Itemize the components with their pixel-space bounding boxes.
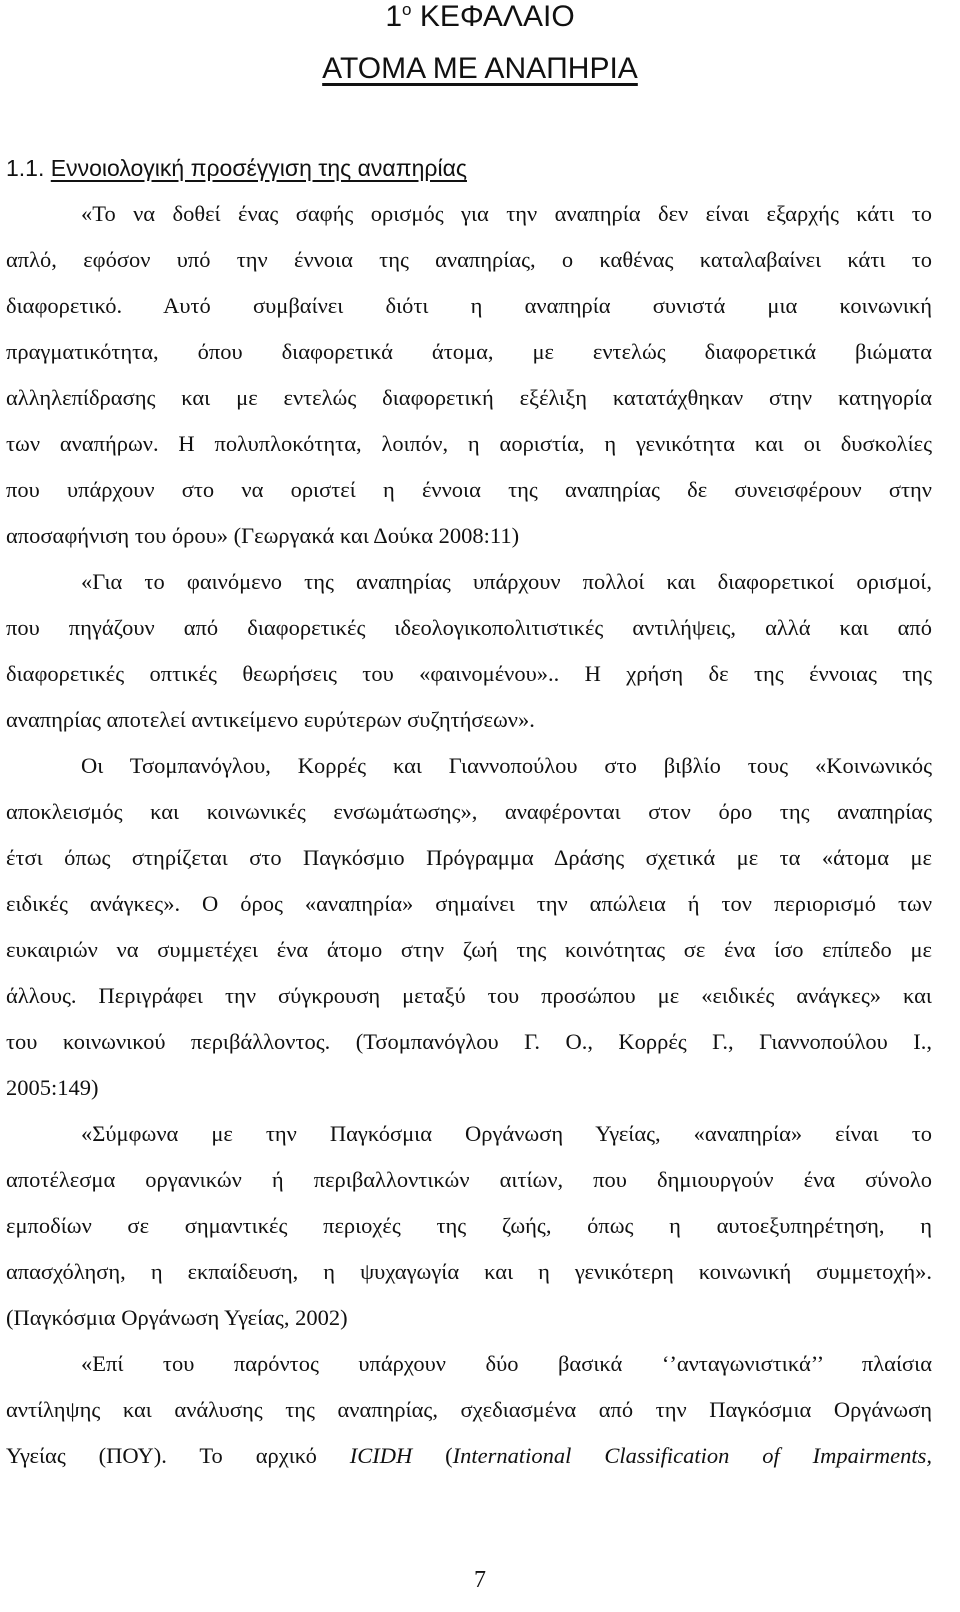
text-line: εμποδίων σε σημαντικές περιοχές της ζωής, όπως η αυτοεξυπηρέτηση, η [6, 1213, 932, 1238]
text-line: αλληλεπίδρασης και με εντελώς διαφορετική εξέλιξη κατατάχθηκαν στην κατηγορία [6, 385, 932, 410]
chapter-number: $1^o$ ΚΕΦΑΛΑΙΟ [385, 0, 575, 33]
text-line: Οι Τσομπανόγλου, Κορρές και Γιαννοπούλου στο βιβλίο τους «Κοινωνικός [81, 753, 932, 778]
text-line: του κοινωνικού περιβάλλοντος. (Τσομπανόγλου Γ. Ο., Κορρές Γ., Γιαννοπούλου Ι., [6, 1029, 932, 1054]
text-line: «Σύμφωνα με την Παγκόσμια Οργάνωση Υγείας, «αναπηρία» είναι το [81, 1121, 932, 1146]
text-line: αποτέλεσμα οργανικών ή περιβαλλοντικών αιτίων, που δημιουργούν ένα σύνολο [6, 1167, 932, 1192]
text-line: ευκαιριών να συμμετέχει ένα άτομο στην ζωή της κοινότητας σε ένα ίσο επίπεδο με [6, 937, 932, 962]
text-line: «Το να δοθεί ένας σαφής ορισμός για την αναπηρία δεν είναι εξαρχής κάτι το [81, 201, 932, 226]
text-line: διαφορετικό. Αυτό συμβαίνει διότι η αναπηρία συνιστά μια κοινωνική [6, 293, 932, 318]
text-line: (Παγκόσμια Οργάνωση Υγείας, 2002) [6, 1305, 348, 1330]
text-line: Υγείας (ΠΟΥ). Το αρχικό ICIDH (International Classification of Impairments, [6, 1443, 932, 1468]
text-line: άλλους. Περιγράφει την σύγκρουση μεταξύ του προσώπου με «ειδικές ανάγκες» και [6, 983, 932, 1008]
text-line: απασχόληση, η εκπαίδευση, η ψυχαγωγία και η γενικότερη κοινωνική συμμετοχή». [6, 1259, 932, 1284]
text-line: «Για το φαινόμενο της αναπηρίας υπάρχουν πολλοί και διαφορετικοί ορισμοί, [81, 569, 932, 594]
section-heading: 1.1. Εννοιολογική προσέγγιση της αναπηρίας [6, 155, 467, 181]
text-line: «Επί του παρόντος υπάρχουν δύο βασικά ‘’ανταγωνιστικά’’ πλαίσια [81, 1351, 932, 1376]
text-line: αναπηρίας αποτελεί αντικείμενο ευρύτερων συζητήσεων». [6, 707, 535, 732]
text-line: που πηγάζουν από διαφορετικές ιδεολογικοπολιτιστικές αντιλήψεις, αλλά και από [6, 615, 932, 640]
text-line: αποκλεισμός και κοινωνικές ενσωμάτωσης», αναφέρονται στον όρο της αναπηρίας [6, 799, 932, 824]
text-line: αντίληψης και ανάλυσης της αναπηρίας, σχεδιασμένα από την Παγκόσμια Οργάνωση [6, 1397, 932, 1422]
text-line: έτσι όπως στηρίζεται στο Παγκόσμιο Πρόγραμμα Δράσης σχετικά με τα «άτομα με [6, 845, 932, 870]
page-number: 7 [474, 1567, 486, 1593]
text-line: αποσαφήνιση του όρου» (Γεωργακά και Δούκα 2008:11) [6, 523, 520, 548]
text-line: διαφορετικές οπτικές θεωρήσεις του «φαινομένου».. Η χρήση δε της έννοιας της [6, 661, 932, 686]
text-line: ειδικές ανάγκες». Ο όρος «αναπηρία» σημαίνει την απώλεια ή τον περιορισμό των [6, 891, 932, 916]
text-line: πραγματικότητα, όπου διαφορετικά άτομα, με εντελώς διαφορετικά βιώματα [6, 339, 932, 364]
text-line: των αναπήρων. Η πολυπλοκότητα, λοιπόν, η αοριστία, η γενικότητα και οι δυσκολίες [6, 431, 932, 456]
text-line: που υπάρχουν στο να οριστεί η έννοια της αναπηρίας δε συνεισφέρουν στην [6, 477, 932, 502]
chapter-title: ΑΤΟΜΑ ΜΕ ΑΝΑΠΗΡΙΑ [322, 52, 638, 85]
text-line: απλό, εφόσον υπό την έννοια της αναπηρίας, ο καθένας καταλαβαίνει κάτι το [6, 247, 932, 272]
text-line: 2005:149) [6, 1075, 99, 1100]
